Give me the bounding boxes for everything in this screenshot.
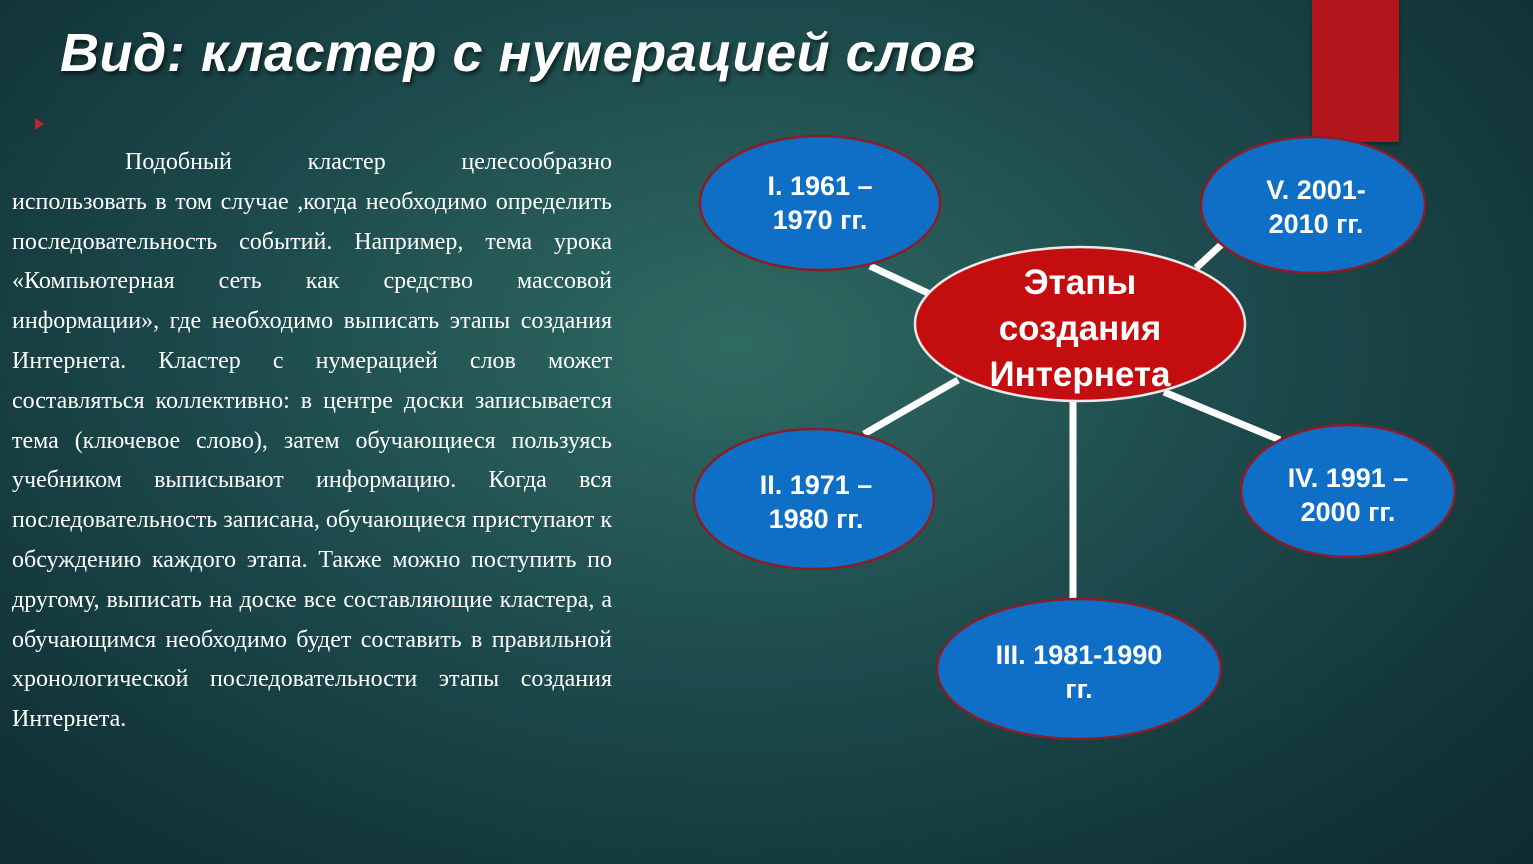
cluster-node-5 — [1201, 137, 1425, 273]
slide-title: Вид: кластер с нумерацией слов — [60, 23, 977, 83]
node-5-line-2: 2010 гг. — [1268, 209, 1364, 239]
node-1-line-2: 1970 гг. — [772, 205, 868, 235]
node-3-line-1: III. 1981-1990 — [995, 640, 1163, 670]
center-line-2: создания — [998, 309, 1162, 348]
node-1-line-1: I. 1961 – — [767, 171, 873, 201]
cluster-node-2 — [694, 429, 934, 569]
node-2-line-2: 1980 гг. — [768, 504, 864, 534]
cluster-node-1 — [700, 136, 940, 270]
center-line-1: Этапы — [1023, 263, 1137, 302]
body-paragraph: Подобный кластер целесообразно использовать в том случае ,когда необходимо определить последовательность событий. Например, тема урока «Компьютерная сеть как средство массовой информации», где необходимо выписать этапы создания Интернета. Кластер с нумерацией слов может составляться коллективно: в центре доски записывается тема (ключевое слово), затем обучающиеся пользуясь учебником выписывают информацию. Когда вся последовательность записана, обучающиеся приступают к обсуждению каждого этапа. Также можно поступить по другому, выписать на доске все составляющие кластера, а обучающимся необходимо будет составить в правильной хронологической последовательности этапы создания Интернета. — [12, 149, 612, 733]
node-2-line-1: II. 1971 – — [759, 470, 873, 500]
connector-node-1 — [870, 266, 930, 294]
connector-node-5 — [1196, 244, 1222, 268]
cluster-center — [915, 247, 1245, 401]
center-line-3: Интернета — [989, 355, 1171, 394]
cluster-node-3 — [937, 599, 1221, 739]
connector-node-4 — [1164, 392, 1280, 440]
node-4-line-1: IV. 1991 – — [1287, 463, 1409, 493]
connector-node-2 — [864, 380, 958, 434]
node-5-line-1: V. 2001- — [1266, 175, 1366, 205]
node-3-line-2: гг. — [1065, 674, 1093, 704]
cluster-node-4 — [1241, 425, 1455, 557]
node-4-line-2: 2000 гг. — [1300, 497, 1396, 527]
